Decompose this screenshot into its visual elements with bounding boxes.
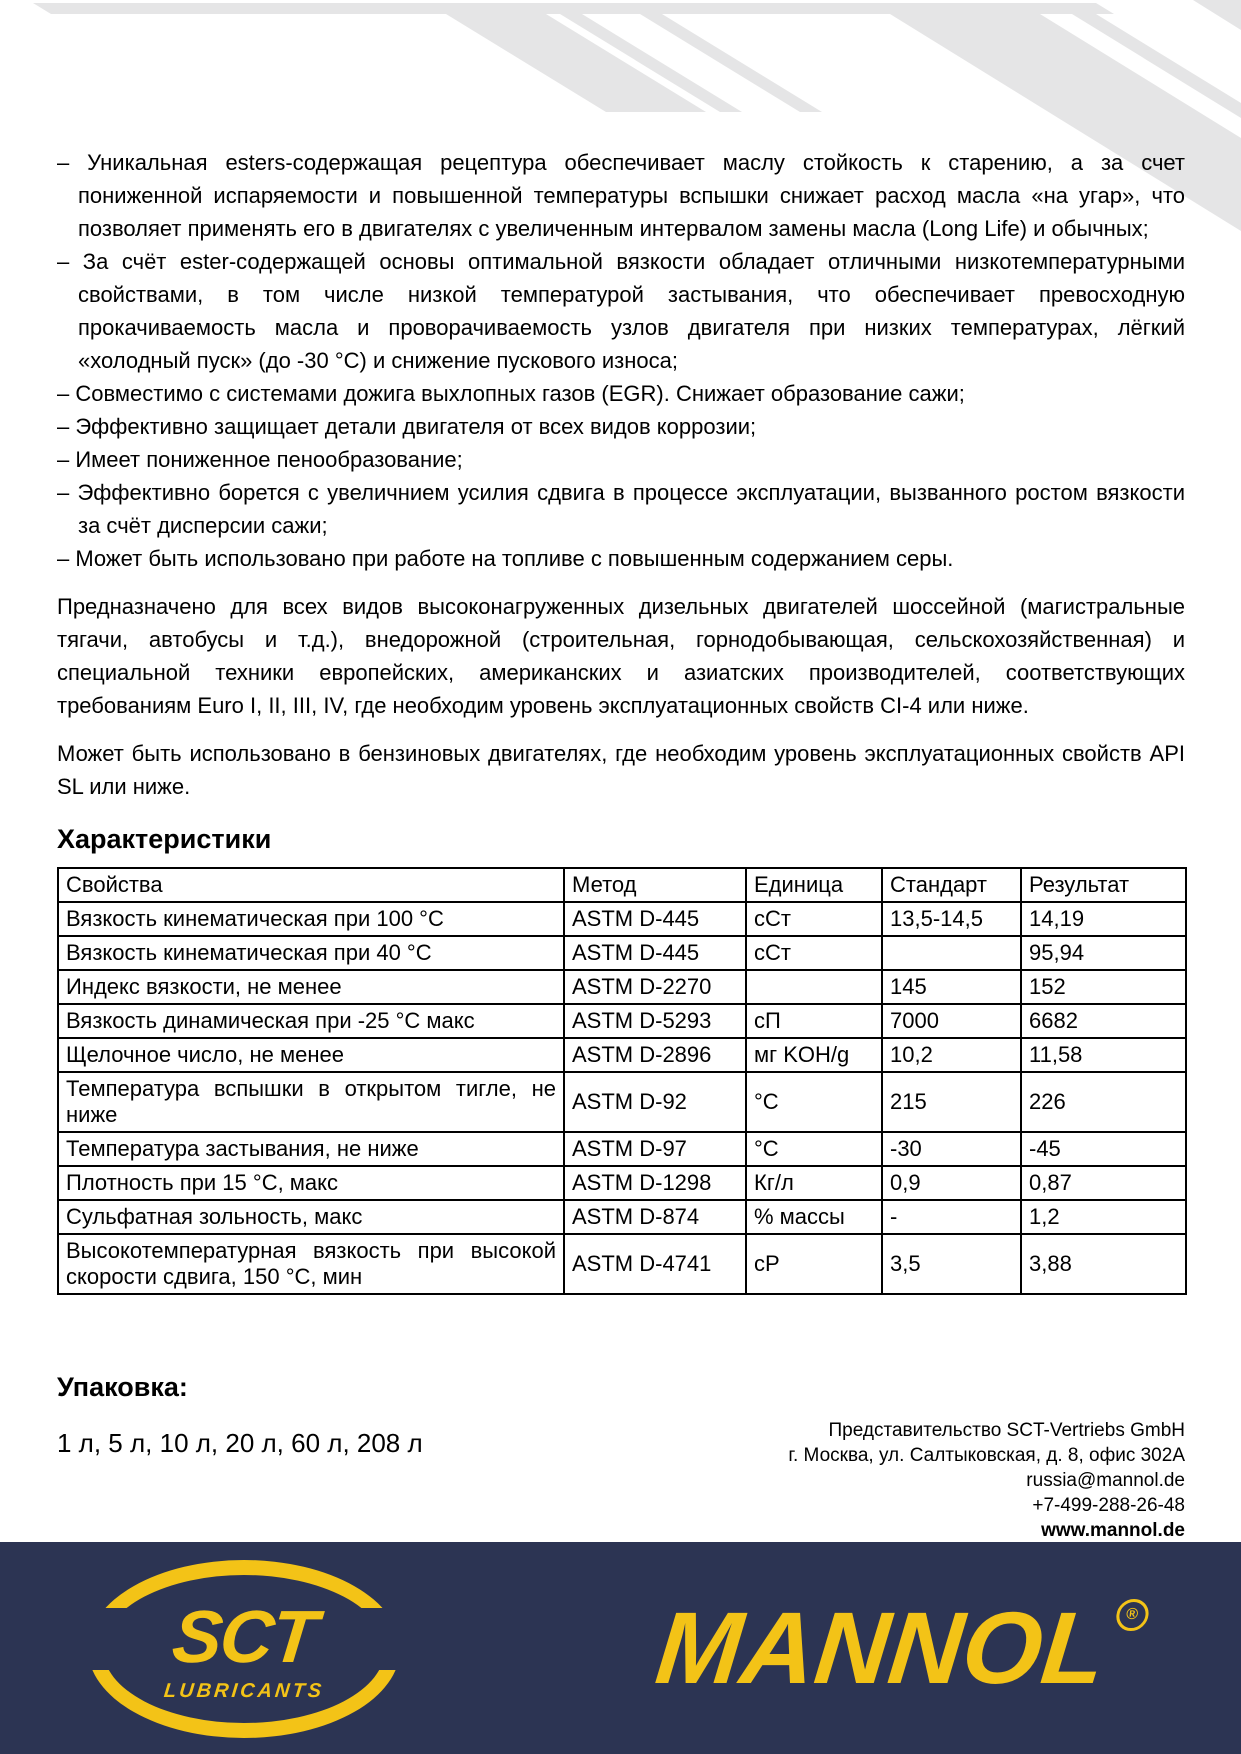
property-cell: Вязкость динамическая при -25 °C макс	[58, 1004, 564, 1038]
column-header: Единица	[746, 868, 882, 902]
document-body	[57, 146, 1185, 1295]
property-cell: Вязкость кинематическая при 40 °C	[58, 936, 564, 970]
feature-bullet: – Совместимо с системами дожига выхлопных газов (EGR). Снижает образование сажи;	[57, 381, 965, 406]
property-cell: Высокотемпературная вязкость при высокой скорости сдвига, 150 °C, мин	[58, 1234, 564, 1294]
table-row	[58, 1132, 1186, 1166]
feature-bullet: – Может быть использовано при работе на топливе с повышенным содержанием серы.	[57, 546, 954, 571]
standard-cell: 3,5	[882, 1234, 1021, 1294]
table-row	[58, 1072, 1186, 1132]
packaging-heading: Упаковка:	[57, 1372, 188, 1402]
method-cell: ASTM D-5293	[564, 1004, 746, 1038]
table-row	[58, 970, 1186, 1004]
result-cell: 0,87	[1021, 1166, 1186, 1200]
mannol-logo-text: MANNOL	[651, 1591, 1111, 1705]
property-cell: Сульфатная зольность, макс	[58, 1200, 564, 1234]
unit-cell	[746, 970, 882, 1004]
result-cell: 226	[1021, 1072, 1186, 1132]
application-paragraph: Предназначено для всех видов высоконагруженных дизельных двигателей шоссейной (магистральные тягачи, автобусы и т.д.), внедорожной (строительная, горнодобывающая, сельскохозяйственная) и специальной техники европейских, американских и азиатских производителей, соответствующих требованиям Euro I, II, III, IV, где необходим уровень эксплуатационных свойств CI-4 или ниже.	[57, 594, 1185, 718]
result-cell: 6682	[1021, 1004, 1186, 1038]
method-cell: ASTM D-2270	[564, 970, 746, 1004]
feature-bullet: – Уникальная esters-содержащая рецептура обеспечивает маслу стойкость к старению, а за счет пониженной испаряемости и повышенной температуры вспышки снижает расход масла «на угар», что позволяет применять его в двигателях с увеличенным интервалом замены масла (Long Life) и обычных;	[57, 150, 1185, 241]
column-header: Стандарт	[882, 868, 1021, 902]
sct-lubricants-logo-icon	[88, 1560, 400, 1738]
table-row	[58, 1004, 1186, 1038]
result-cell: 152	[1021, 970, 1186, 1004]
characteristics-heading: Характеристики	[57, 824, 272, 854]
column-header: Метод	[564, 868, 746, 902]
standard-cell	[882, 936, 1021, 970]
property-cell: Температура застывания, не ниже	[58, 1132, 564, 1166]
unit-cell: мг KOH/g	[746, 1038, 882, 1072]
unit-cell: °C	[746, 1132, 882, 1166]
result-cell: 14,19	[1021, 902, 1186, 936]
standard-cell: 0,9	[882, 1166, 1021, 1200]
standard-cell: 10,2	[882, 1038, 1021, 1072]
mannol-logo-icon	[651, 1591, 1150, 1705]
standard-cell: -	[882, 1200, 1021, 1234]
footer-banner	[0, 1542, 1241, 1754]
method-cell: ASTM D-445	[564, 902, 746, 936]
table-row	[58, 1166, 1186, 1200]
unit-cell: °C	[746, 1072, 882, 1132]
table-row	[58, 1200, 1186, 1234]
property-cell: Температура вспышки в открытом тигле, не ниже	[58, 1072, 564, 1132]
sct-logo-subtext: LUBRICANTS	[162, 1680, 326, 1702]
method-cell: ASTM D-92	[564, 1072, 746, 1132]
method-cell: ASTM D-874	[564, 1200, 746, 1234]
result-cell: -45	[1021, 1132, 1186, 1166]
unit-cell: сСт	[746, 902, 882, 936]
contact-block	[625, 1418, 1185, 1543]
result-cell: 1,2	[1021, 1200, 1186, 1234]
column-header: Свойства	[58, 868, 564, 902]
feature-bullet: – Эффективно борется с увеличнием усилия сдвига в процессе эксплуатации, вызванного ростом вязкости за счёт дисперсии сажи;	[57, 480, 1185, 538]
feature-bullet-list	[57, 146, 1185, 575]
standard-cell: 215	[882, 1072, 1021, 1132]
table-row	[58, 936, 1186, 970]
method-cell: ASTM D-445	[564, 936, 746, 970]
standard-cell: 13,5-14,5	[882, 902, 1021, 936]
property-cell: Вязкость кинематическая при 100 °C	[58, 902, 564, 936]
result-cell: 3,88	[1021, 1234, 1186, 1294]
unit-cell: Кг/л	[746, 1166, 882, 1200]
contact-company: Представительство SCT-Vertriebs GmbH	[828, 1420, 1185, 1441]
unit-cell: сР	[746, 1234, 882, 1294]
feature-bullet: – За счёт ester-содержащей основы оптимальной вязкости обладает отличными низкотемпературными свойствами, в том числе низкой температурой застывания, что обеспечивает превосходную прокачиваемость масла и проворачиваемость узлов двигателя при низких температурах, лёгкий «холодный пуск» (до -30 °C) и снижение пускового износа;	[57, 249, 1185, 373]
standard-cell: -30	[882, 1132, 1021, 1166]
feature-bullet: – Эффективно защищает детали двигателя от всех видов коррозии;	[57, 414, 757, 439]
application-paragraph: Может быть использовано в бензиновых двигателях, где необходим уровень эксплуатационных свойств API SL или ниже.	[57, 741, 1185, 799]
result-cell: 11,58	[1021, 1038, 1186, 1072]
contact-email: russia@mannol.de	[1026, 1470, 1185, 1491]
characteristics-table	[57, 867, 1187, 1295]
unit-cell: сСт	[746, 936, 882, 970]
standard-cell: 7000	[882, 1004, 1021, 1038]
unit-cell: % массы	[746, 1200, 882, 1234]
registered-trademark-icon: ®	[1115, 1599, 1150, 1631]
method-cell: ASTM D-1298	[564, 1166, 746, 1200]
table-header-row	[58, 868, 1186, 902]
method-cell: ASTM D-2896	[564, 1038, 746, 1072]
table-row	[58, 1038, 1186, 1072]
contact-address: г. Москва, ул. Салтыковская, д. 8, офис 302А	[788, 1445, 1185, 1466]
table-row	[58, 902, 1186, 936]
contact-website: www.mannol.de	[1041, 1520, 1185, 1541]
feature-bullet: – Имеет пониженное пенообразование;	[57, 447, 463, 472]
method-cell: ASTM D-4741	[564, 1234, 746, 1294]
property-cell: Плотность при 15 °C, макс	[58, 1166, 564, 1200]
result-cell: 95,94	[1021, 936, 1186, 970]
method-cell: ASTM D-97	[564, 1132, 746, 1166]
table-row	[58, 1234, 1186, 1294]
contact-phone: +7-499-288-26-48	[1032, 1495, 1185, 1516]
sct-logo-text: SCT	[168, 1595, 320, 1678]
property-cell: Индекс вязкости, не менее	[58, 970, 564, 1004]
unit-cell: сП	[746, 1004, 882, 1038]
standard-cell: 145	[882, 970, 1021, 1004]
property-cell: Щелочное число, не менее	[58, 1038, 564, 1072]
column-header: Результат	[1021, 868, 1186, 902]
packaging-sizes: 1 л, 5 л, 10 л, 20 л, 60 л, 208 л	[57, 1428, 423, 1458]
